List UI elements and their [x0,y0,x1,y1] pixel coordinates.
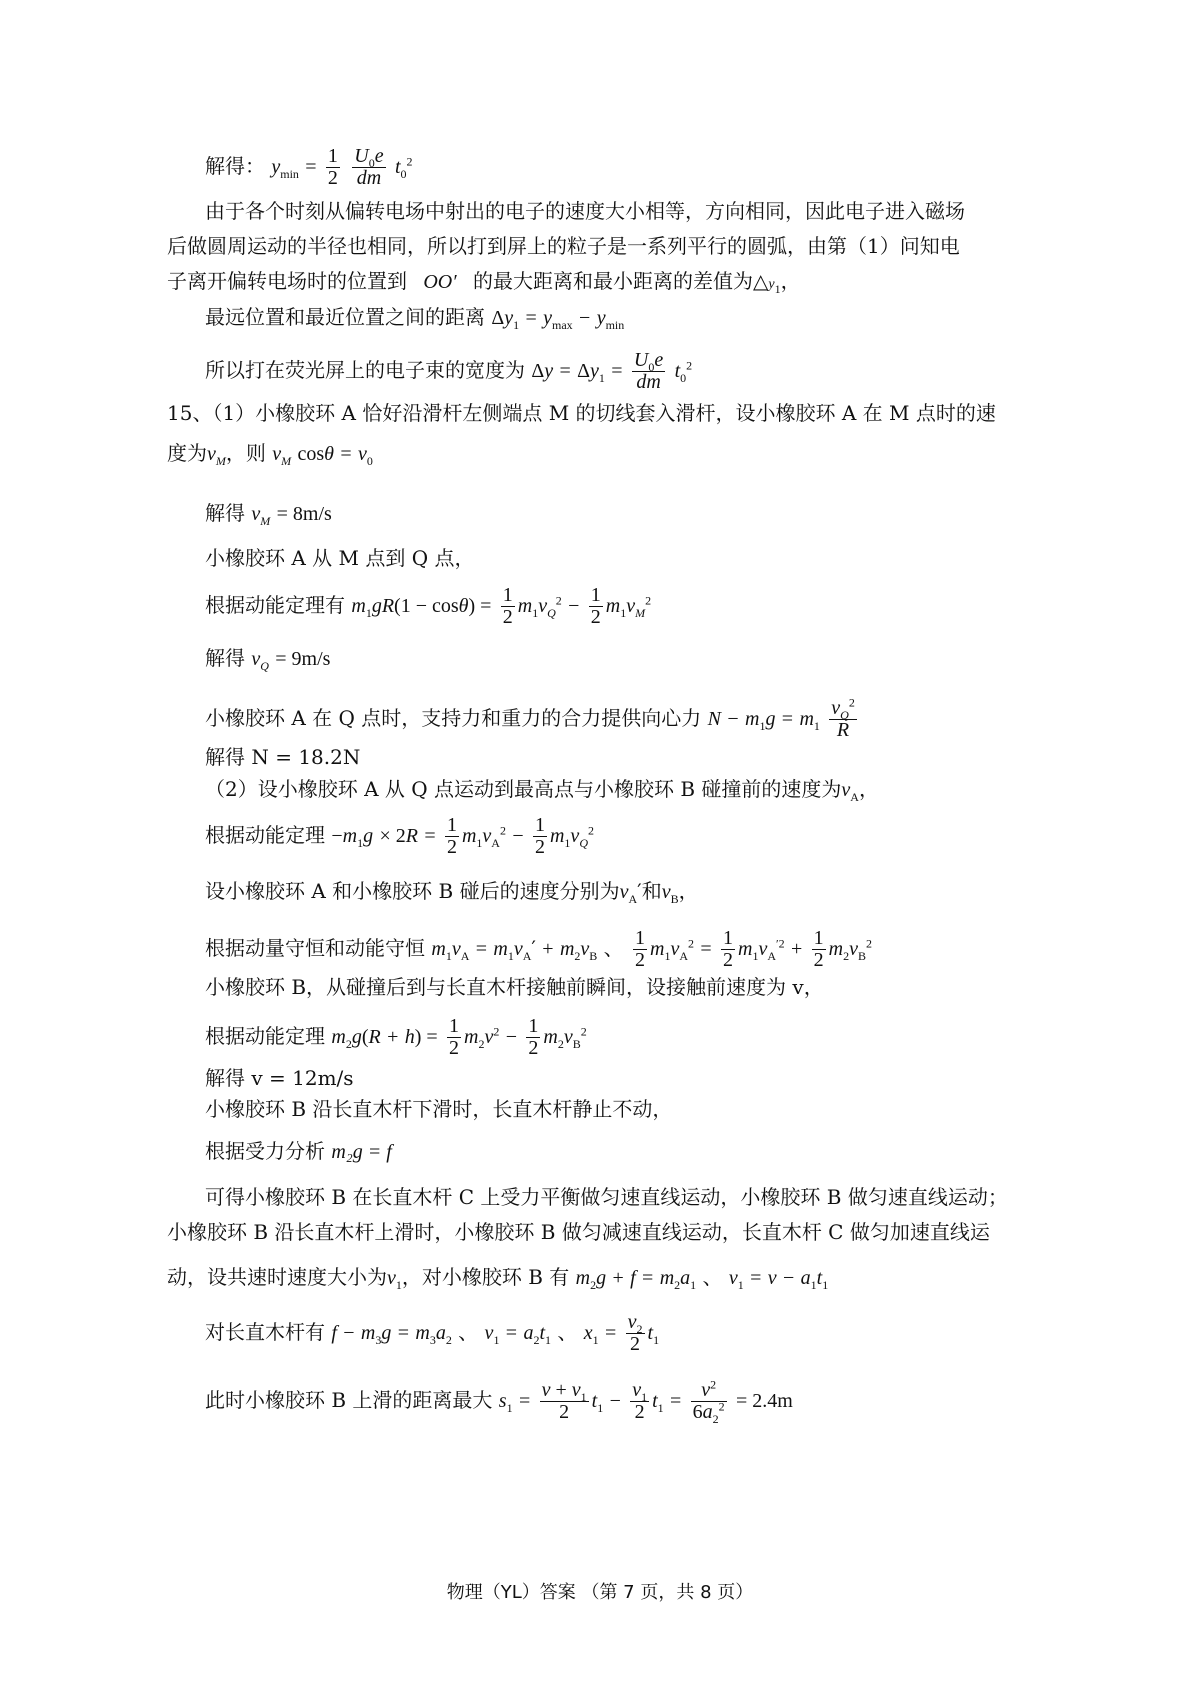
width-line: 所以打在荧光屏上的电子束的宽度为 $\Delta y = \Delta y_1$ = $\frac{U_0e}{dm}$ $t_0^2$ [205,349,693,393]
v-result: 解得 v = 12m/s [205,1066,354,1090]
part2-intro: （2）设小橡胶环 A 从 Q 点运动到最高点与小橡胶环 B 碰撞前的速度为$v_A$， [205,777,879,804]
max-distance-line: 此时小橡胶环 B 上滑的距离最大 $s_1$ = $\frac{v + v_1}{2}$ $t_1$ − $\frac{v_1}{2}$ $t_1$ = $\frac{v^2}{6a_2^2}$ = 2.4m [205,1377,793,1426]
label: 解得 [205,501,245,525]
distance-line: 最远位置和最近位置之间的距离 $\Delta y_1 = y_{max} - y_{min}$ [205,305,625,332]
label: 根据动能定理有 [205,593,345,617]
paragraph-line: 后做圆周运动的半径也相同，所以打到屏上的粒子是一系列平行的圆弧，由第（1）问知电 [167,234,960,258]
vq-result: 解得 $v_Q = 9m/s$ [205,646,331,673]
velocity-line: 度为$v_M$，则 $v_M$ $\cos\theta = v_0$ [167,441,373,468]
paragraph-line: 可得小橡胶环 B 在长直木杆 C 上受力平衡做匀速直线运动，小橡胶环 B 做匀速直线运动； [205,1185,1008,1209]
text: ，则 [225,441,266,465]
momentum-line: 根据动量守恒和动能守恒 $m_1v_A = m_1v_A' + m_2v_B$ 、 $\frac{1}{2}$ $m_1v_A^2$ = $\frac{1}{2}$ $m_1v_A^{'2}$ + $\frac{1}{2}$ $m_2v_B^2$ [205,927,873,971]
label: 对长直木杆有 [205,1320,325,1344]
force-analysis-line [205,1136,392,1167]
text: 动，设共速时速度大小为 [167,1265,387,1289]
text: ，对小橡胶环 B 有 [401,1265,570,1289]
energy-theorem-line: 根据动能定理有 $m_1gR(1 - \cos\theta)$ = $\frac{1}{2}$ $m_1v_Q^2$ − $\frac{1}{2}$ $m_1v_M^2$ [205,584,652,628]
value: = 2.4m [736,1390,793,1412]
label: 解得： [205,154,265,178]
paragraph-line: 小橡胶环 A 从 M 点到 Q 点， [205,546,475,570]
paragraph-line: 子离开偏转电场时的位置到 OO′ 的最大距离和最小距离的差值为$\triangle y_1$， [167,269,801,296]
after-collision-line: 设小橡胶环 A 和小橡胶环 B 碰后的速度分别为$v_A'$和$v_B$， [205,879,699,906]
centripetal-line: 小橡胶环 A 在 Q 点时，支持力和重力的合力提供向心力 $N - m_1g = m_1$ $\frac{v_Q^2}{R}$ [205,695,855,741]
vm-result: 解得 $v_M = 8m/s$ [205,501,332,528]
paragraph-line: 由于各个时刻从偏转电场中射出的电子的速度大小相等，方向相同，因此电子进入磁场 [205,199,965,223]
ymin-solution-line: 解得： $y_{min}$ = $\frac{1}{2}$ $\frac{U_0e}{dm}$ $t_0^2$ [205,145,413,189]
label: 根据受力分析 [205,1139,325,1163]
value: = 8m/s [276,503,332,525]
text: 和 [641,879,662,903]
paragraph-line: 小橡胶环 B，从碰撞后到与长直木杆接触前瞬间，设接触前速度为 v， [205,975,824,999]
energy-theorem-line-2: 根据动能定理 $-m_1g \times 2R$ = $\frac{1}{2}$ $m_1v_A^2$ − $\frac{1}{2}$ $m_1v_Q^2$ [205,814,594,858]
energy-theorem-line-3: 根据动能定理 $m_2g(R + h)$ = $\frac{1}{2}$ $m_2v^2$ − $\frac{1}{2}$ $m_2v_B^2$ [205,1015,587,1059]
label: 解得 [205,646,245,670]
label: 此时小橡胶环 B 上滑的距离最大 [205,1388,493,1412]
oo-label: OO′ [423,271,457,293]
equation: m₂g = f [331,1141,392,1163]
label: 最远位置和最近位置之间的距离 [205,305,485,329]
problem-15-heading: 15、（1）小橡胶环 A 恰好沿滑杆左侧端点 M 的切线套入滑杆，设小橡胶环 A 在 M 点时的速 [167,401,996,425]
label: 根据动量守恒和动能守恒 [205,936,425,960]
text: 的最大距离和最小距离的差值为△ [472,269,769,293]
n-result: 解得 N = 18.2N [205,745,361,769]
text: （2）设小橡胶环 A 从 Q 点运动到最高点与小橡胶环 B 碰撞前的速度为 [205,777,842,801]
label: 小橡胶环 A 在 Q 点时，支持力和重力的合力提供向心力 [205,706,702,730]
page-footer: 物理（YL）答案 （第 7 页，共 8 页） [446,1582,754,1603]
rod-equations-line: 对长直木杆有 $f - m_3g = m_3a_2$ 、 $v_1 = a_2t_1$ 、 $x_1$ = $\frac{v_2}{2}$ $t_1$ [205,1311,660,1355]
common-velocity-line: 动，设共速时速度大小为$v_1$，对小橡胶环 B 有 $m_2g + f = m_2a_1$ 、 $v_1 = v - a_1t_1$ [167,1265,829,1292]
text: 子离开偏转电场时的位置到 [167,269,407,293]
label: 根据动能定理 [205,1024,325,1048]
paragraph-line: 小橡胶环 B 沿长直木杆下滑时，长直木杆静止不动， [205,1097,673,1121]
paragraph-line: 小橡胶环 B 沿长直木杆上滑时，小橡胶环 B 做匀减速直线运动，长直木杆 C 做匀加速直线运 [167,1220,990,1244]
label: 所以打在荧光屏上的电子束的宽度为 [205,358,525,382]
text: 度为 [167,441,207,465]
text: 设小橡胶环 A 和小橡胶环 B 碰后的速度分别为 [205,879,620,903]
label: 根据动能定理 [205,823,325,847]
value: = 9m/s [275,648,331,670]
